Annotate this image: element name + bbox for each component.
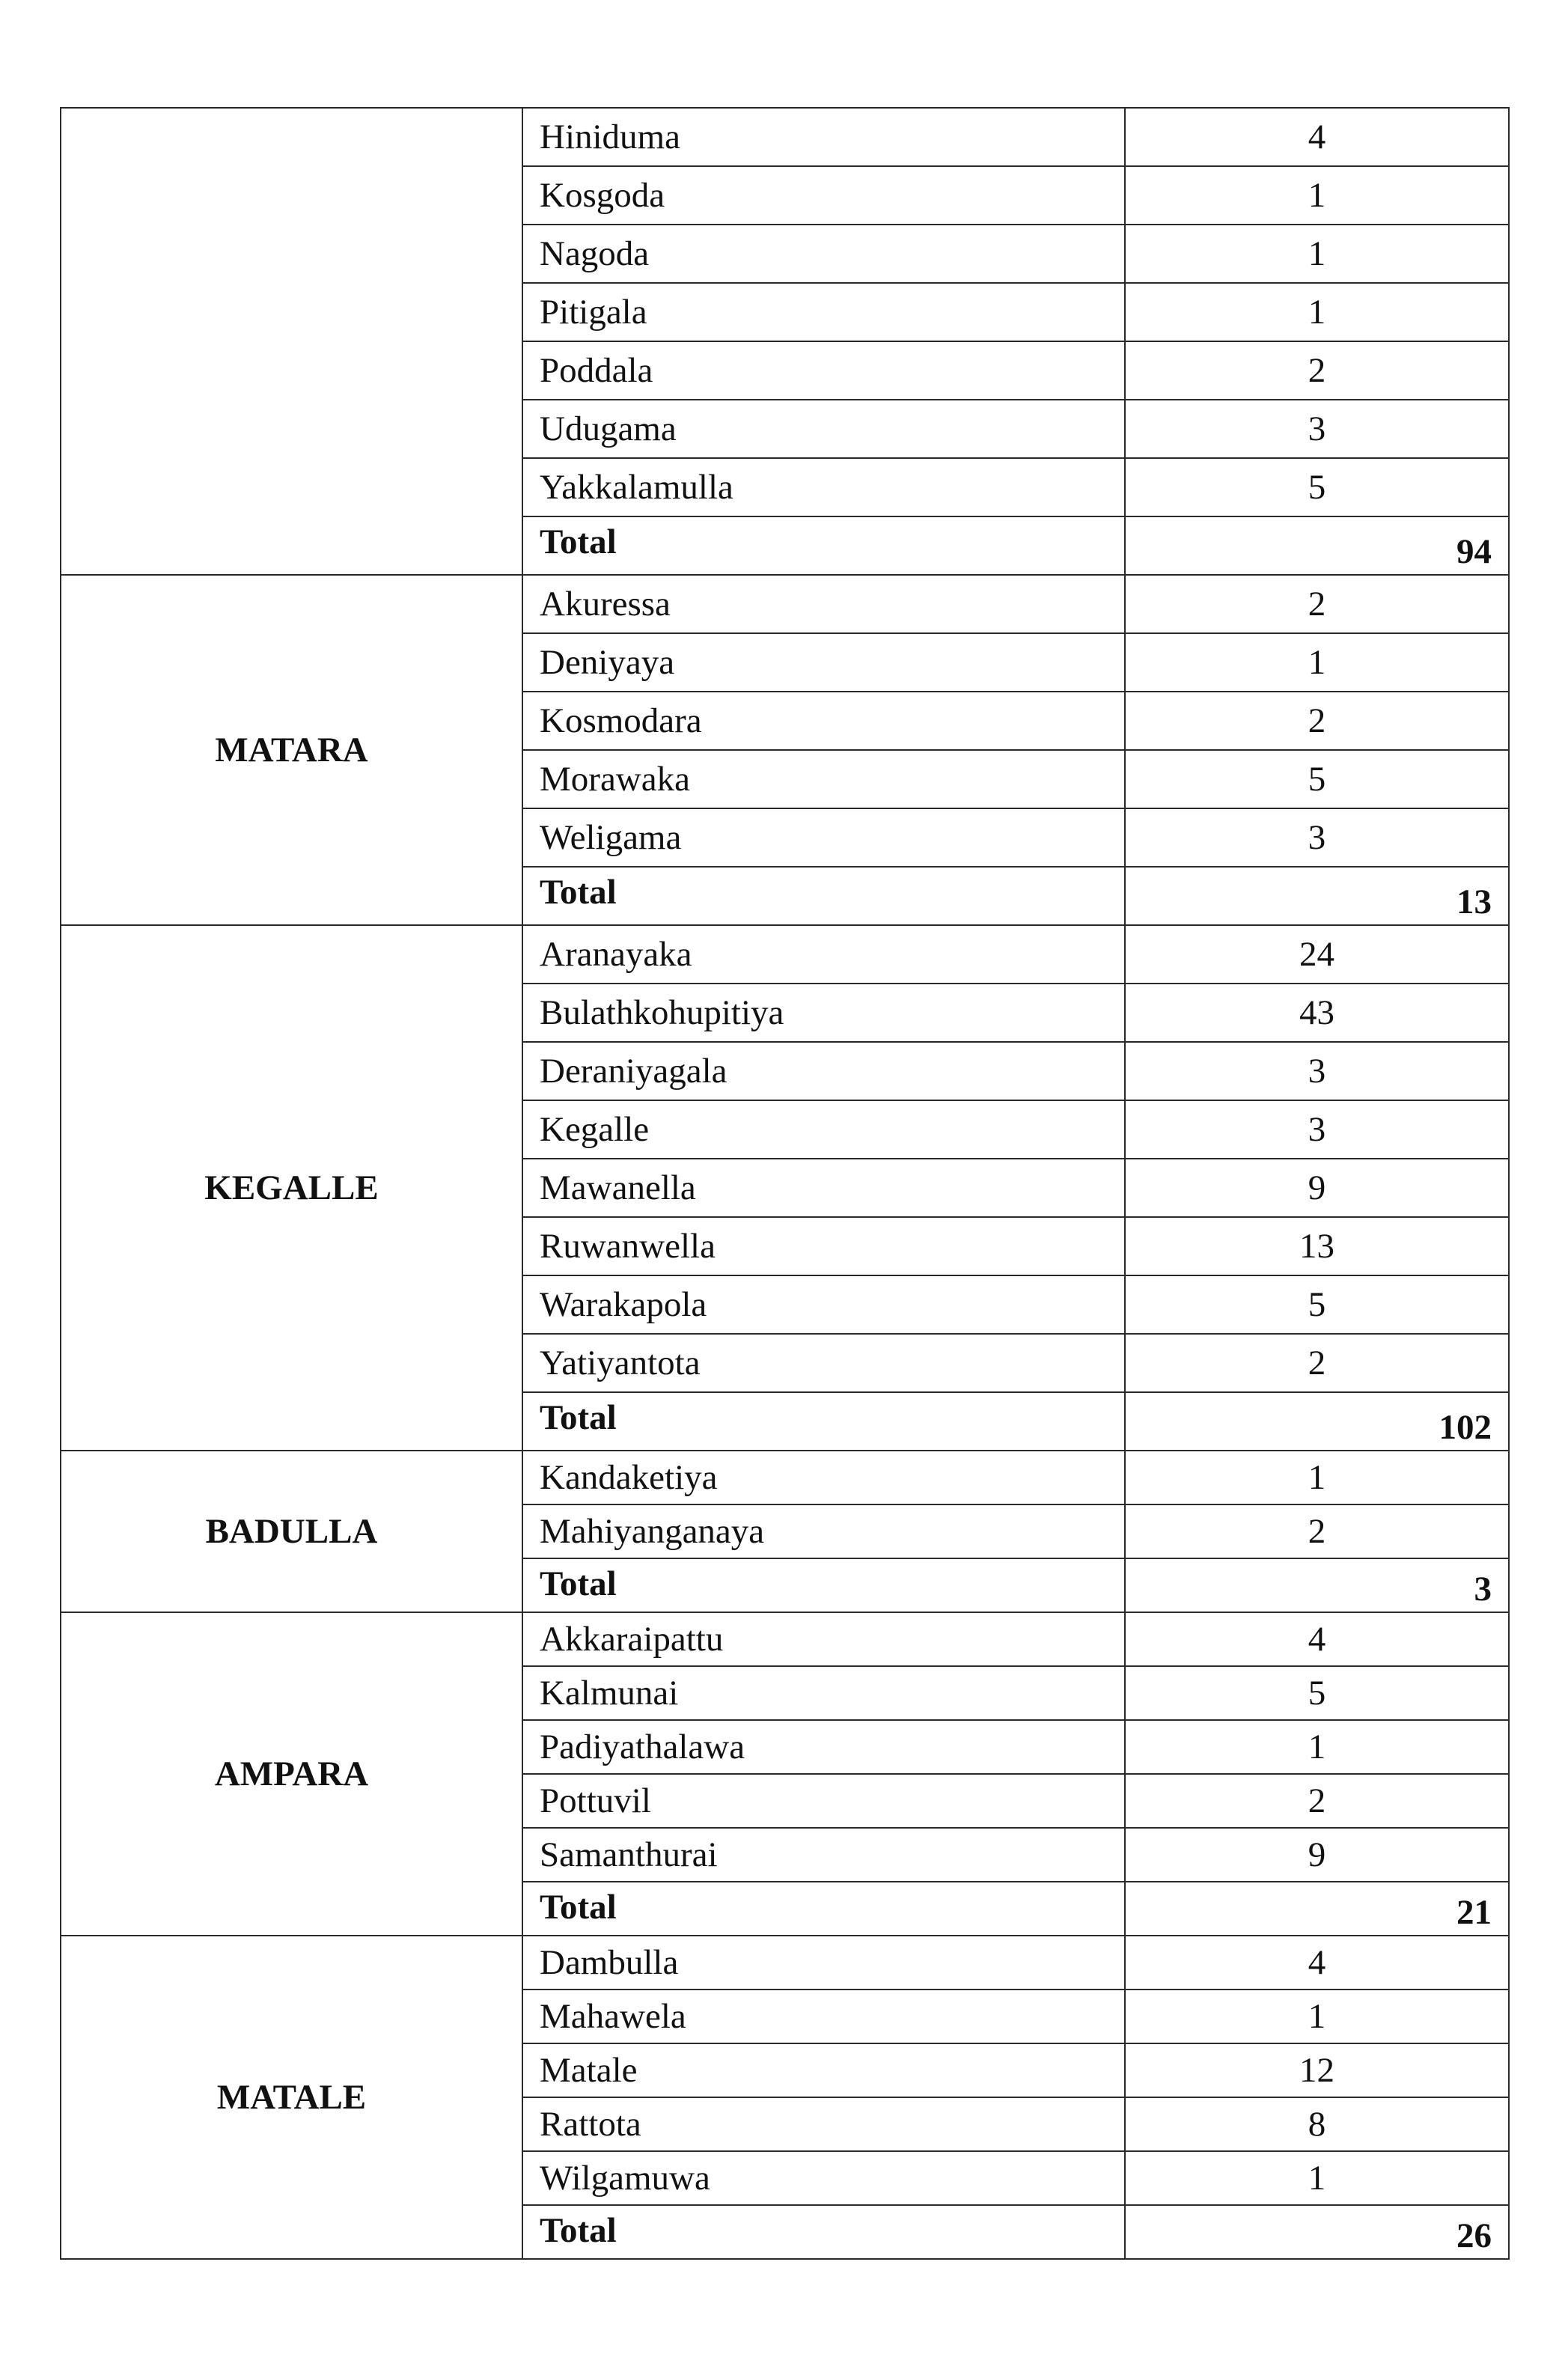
division-count: 9	[1125, 1159, 1509, 1217]
division-name: Padiyathalawa	[522, 1720, 1125, 1774]
division-count: 3	[1125, 808, 1509, 867]
division-count: 2	[1125, 575, 1509, 633]
division-count: 4	[1125, 1936, 1509, 1990]
division-count: 3	[1125, 1042, 1509, 1100]
division-name: Matale	[522, 2043, 1125, 2097]
table-row	[61, 1936, 1509, 1990]
division-count: 5	[1125, 750, 1509, 808]
division-count: 13	[1125, 1217, 1509, 1275]
division-name: Dambulla	[522, 1936, 1125, 1990]
table-row	[61, 925, 1509, 984]
division-name: Udugama	[522, 400, 1125, 458]
division-count: 12	[1125, 2043, 1509, 2097]
division-name: Rattota	[522, 2097, 1125, 2151]
division-name: Kosmodara	[522, 692, 1125, 750]
total-value: 102	[1125, 1392, 1509, 1451]
division-count: 1	[1125, 1720, 1509, 1774]
division-name: Kalmunai	[522, 1666, 1125, 1720]
division-count: 1	[1125, 283, 1509, 341]
division-name: Bulathkohupitiya	[522, 984, 1125, 1042]
division-count: 4	[1125, 108, 1509, 166]
division-name: Poddala	[522, 341, 1125, 400]
division-count: 1	[1125, 633, 1509, 692]
division-name: Pitigala	[522, 283, 1125, 341]
district-name: AMPARA	[61, 1612, 522, 1936]
total-value: 94	[1125, 516, 1509, 575]
total-label: Total	[522, 516, 1125, 575]
table-row	[61, 575, 1509, 633]
division-name: Pottuvil	[522, 1774, 1125, 1828]
total-value: 26	[1125, 2205, 1509, 2259]
division-count: 43	[1125, 984, 1509, 1042]
division-name: Nagoda	[522, 225, 1125, 283]
division-name: Aranayaka	[522, 925, 1125, 984]
total-label: Total	[522, 1392, 1125, 1451]
division-name: Weligama	[522, 808, 1125, 867]
division-count: 1	[1125, 2151, 1509, 2205]
total-value: 21	[1125, 1882, 1509, 1936]
division-name: Akkaraipattu	[522, 1612, 1125, 1666]
division-name: Deraniyagala	[522, 1042, 1125, 1100]
district-name: MATARA	[61, 575, 522, 925]
division-count: 1	[1125, 225, 1509, 283]
division-count: 24	[1125, 925, 1509, 984]
division-name: Mahawela	[522, 1990, 1125, 2043]
total-label: Total	[522, 867, 1125, 925]
table-row	[61, 108, 1509, 166]
district-name: BADULLA	[61, 1451, 522, 1612]
total-value: 3	[1125, 1558, 1509, 1612]
division-name: Deniyaya	[522, 633, 1125, 692]
division-count: 8	[1125, 2097, 1509, 2151]
division-name: Yatiyantota	[522, 1334, 1125, 1392]
division-count: 2	[1125, 1334, 1509, 1392]
total-label: Total	[522, 1558, 1125, 1612]
division-count: 9	[1125, 1828, 1509, 1882]
division-name: Yakkalamulla	[522, 458, 1125, 516]
division-name: Mahiyanganaya	[522, 1504, 1125, 1558]
division-name: Hiniduma	[522, 108, 1125, 166]
division-count: 2	[1125, 1504, 1509, 1558]
division-count: 2	[1125, 692, 1509, 750]
division-name: Kegalle	[522, 1100, 1125, 1159]
district-division-table	[60, 107, 1510, 2260]
division-count: 1	[1125, 1451, 1509, 1504]
total-value: 13	[1125, 867, 1509, 925]
division-count: 5	[1125, 1275, 1509, 1334]
division-name: Akuressa	[522, 575, 1125, 633]
division-name: Morawaka	[522, 750, 1125, 808]
division-count: 3	[1125, 1100, 1509, 1159]
division-count: 3	[1125, 400, 1509, 458]
division-name: Warakapola	[522, 1275, 1125, 1334]
division-name: Samanthurai	[522, 1828, 1125, 1882]
division-name: Wilgamuwa	[522, 2151, 1125, 2205]
division-count: 1	[1125, 1990, 1509, 2043]
division-count: 4	[1125, 1612, 1509, 1666]
total-label: Total	[522, 1882, 1125, 1936]
division-count: 5	[1125, 458, 1509, 516]
division-count: 5	[1125, 1666, 1509, 1720]
division-name: Mawanella	[522, 1159, 1125, 1217]
division-name: Kandaketiya	[522, 1451, 1125, 1504]
district-name	[61, 108, 522, 575]
division-count: 2	[1125, 341, 1509, 400]
district-name: KEGALLE	[61, 925, 522, 1451]
total-label: Total	[522, 2205, 1125, 2259]
table-row	[61, 1451, 1509, 1504]
division-count: 2	[1125, 1774, 1509, 1828]
division-name: Kosgoda	[522, 166, 1125, 225]
district-name: MATALE	[61, 1936, 522, 2259]
table-row	[61, 1612, 1509, 1666]
table-body	[61, 108, 1509, 2259]
division-name: Ruwanwella	[522, 1217, 1125, 1275]
division-count: 1	[1125, 166, 1509, 225]
